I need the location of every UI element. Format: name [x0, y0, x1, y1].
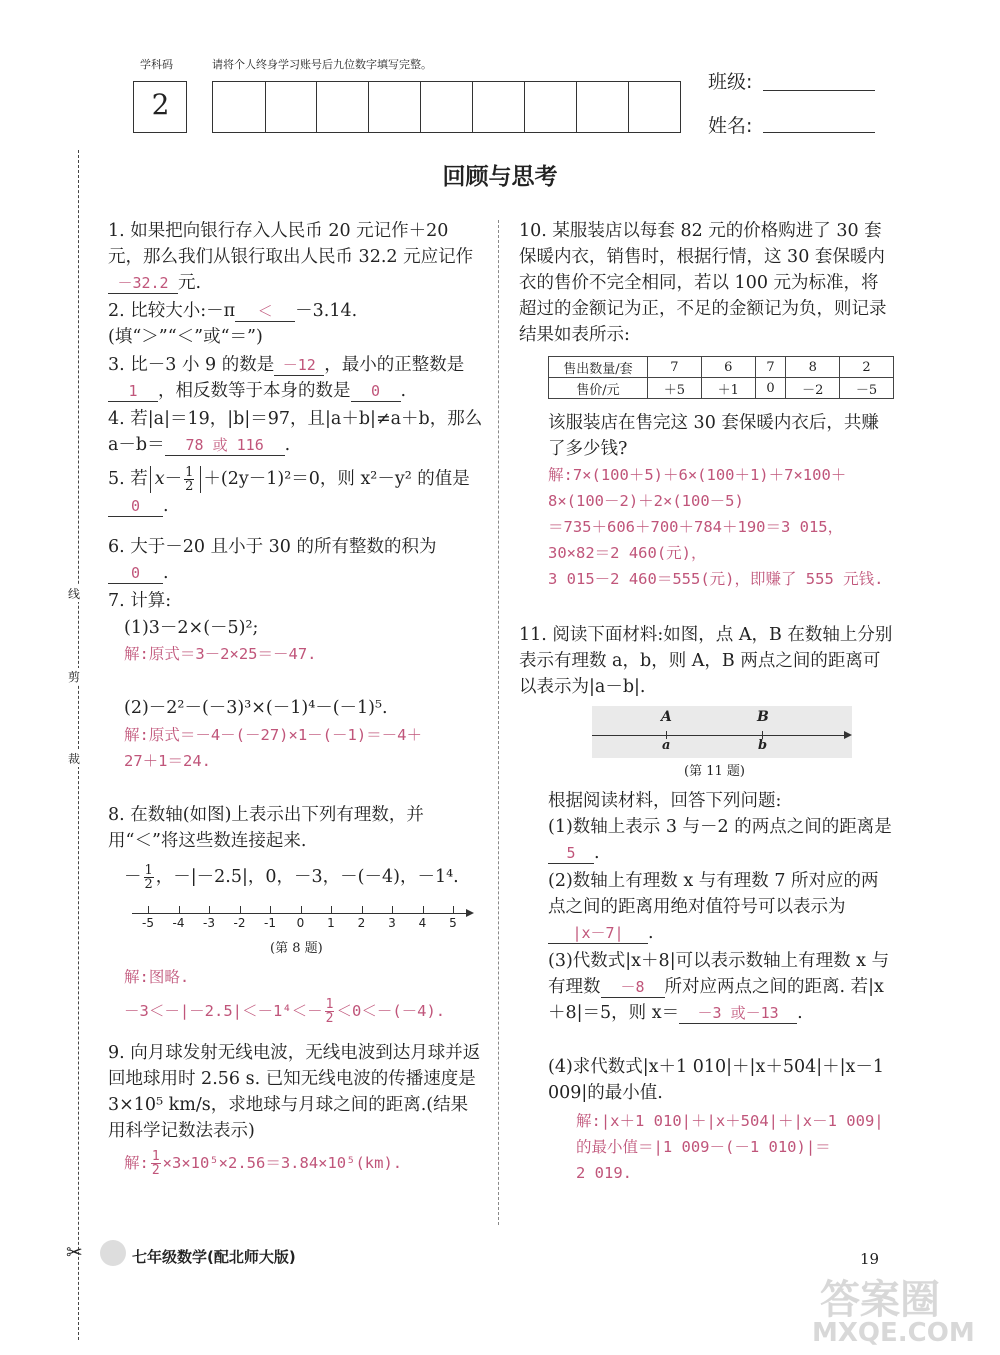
question-2: 2. 比较大小:－π ＜ －3.14.(填“＞”“＜”或“＝”)	[108, 301, 358, 347]
solution-10-line-4: 30×82＝2 460(元)，	[548, 544, 707, 562]
cut-label-trim: 裁	[68, 752, 81, 766]
axis-tick	[453, 906, 454, 914]
table-row	[549, 378, 894, 399]
solution-7-part-1: 解:原式＝3－2×25＝－47.	[124, 645, 317, 663]
class-label: 班级:	[708, 71, 753, 93]
question-11-part-1: (1)数轴上表示 3 与－2 的两点之间的距离是5 .	[548, 817, 892, 863]
axis-tick	[240, 906, 241, 914]
subject-code-value: 2	[151, 88, 170, 121]
account-digit-box[interactable]	[420, 81, 473, 133]
cut-line	[78, 150, 79, 1340]
table-cell: 7	[755, 357, 786, 378]
account-digit-box[interactable]	[524, 81, 577, 133]
question-7-part-1: (1)3－2×(－5)²;	[124, 618, 259, 638]
table-cell: ＋5	[648, 378, 702, 399]
number-line-11	[592, 706, 852, 758]
question-9: 9. 向月球发射无线电波，无线电波到达月球并返回地球用时 2.56 s. 已知无线电波的传播速度是3×10⁵ km/s，求地球与月球之间的距离.(结果用科学记数法表示)	[108, 1043, 481, 1141]
account-digit-box[interactable]	[264, 81, 317, 133]
watermark-logo: 答案圈	[820, 1277, 940, 1323]
axis-tick	[392, 906, 393, 914]
cut-label-line: 线	[68, 587, 81, 601]
point-b-label: b	[758, 738, 768, 753]
answer-11-3a: －8	[601, 977, 665, 998]
question-8: 8. 在数轴(如图)上表示出下列有理数，并用“＜”将这些数连接起来.	[108, 805, 424, 851]
question-1: 1. 如果把向银行存入人民币 20 元记作＋20 元，那么我们从银行取出人民币 32.2 元应记作－32.2 元.	[108, 221, 474, 293]
axis-tick-label: -3	[203, 916, 215, 930]
solution-7-part-2a: 解:原式＝－4－(－27)×1－(－1)＝－4＋	[124, 726, 422, 744]
table-row	[549, 357, 894, 378]
account-digit-box[interactable]	[212, 81, 266, 133]
footer-flower-icon	[100, 1240, 126, 1266]
account-digit-box[interactable]	[472, 81, 525, 133]
column-divider	[498, 220, 499, 1225]
solution-10-line-5: 3 015－2 460＝555(元)，即赚了 555 元钱.	[548, 570, 884, 588]
answer-11-2: |x－7|	[548, 923, 648, 944]
question-7-part-2: (2)－2²－(－3)³×(－1)⁴－(－1)⁵.	[124, 698, 388, 718]
question-7-title: 7. 计算:	[108, 591, 172, 611]
name-field[interactable]	[763, 132, 875, 133]
axis-tick-label: 4	[418, 916, 427, 930]
solution-11-4-line-3: 2 019.	[576, 1164, 632, 1182]
table-cell: 售出数量/套	[549, 357, 648, 378]
solution-8-note: 解:图略.	[124, 968, 190, 986]
table-cell: －2	[786, 378, 840, 399]
question-4: 4. 若|a|＝19，|b|＝97，且|a＋b|≠a＋b，那么 a－b＝ 78 或 116 .	[108, 409, 483, 455]
answer-2: ＜	[235, 301, 295, 322]
question-6: 6. 大于－20 且小于 30 的所有整数的积为0 .	[108, 537, 437, 583]
cut-label-cut: 剪	[68, 670, 81, 684]
account-digit-box[interactable]	[368, 81, 421, 133]
fraction-half: $\frac{1}{2}$	[185, 465, 194, 494]
table-cell: 7	[648, 357, 702, 378]
axis-tick	[179, 906, 180, 914]
caption-11: (第 11 题)	[684, 764, 745, 779]
point-A-label: A	[661, 709, 672, 725]
class-field[interactable]	[763, 90, 875, 91]
question-3: 3. 比－3 小 9 的数是 －12 ，最小的正整数是1 ，相反数等于本身的数是 0 .	[108, 355, 465, 401]
answer-1: －32.2	[108, 273, 178, 294]
name-label: 姓名:	[708, 115, 753, 137]
axis-tick	[331, 906, 332, 914]
answer-6: 0	[108, 563, 163, 584]
number-line-8	[132, 902, 472, 942]
solution-9: 解: $\frac{1}{2}$ ×3×10⁵×2.56＝3.84×10⁵(km).	[124, 1149, 403, 1178]
answer-5: 0	[108, 496, 163, 517]
table-cell: －5	[840, 378, 894, 399]
table-cell: 0	[755, 378, 786, 399]
point-B-label: B	[757, 709, 769, 725]
account-digit-box[interactable]	[628, 81, 681, 133]
solution-10-line-3: ＝735＋606＋700＋784＋190＝3 015，	[548, 518, 844, 536]
axis-tick-label: 0	[296, 916, 305, 930]
solution-11-4-line-1: 解:|x＋1 010|＋|x＋504|＋|x－1 009|	[576, 1112, 884, 1130]
axis-tick-label: 3	[388, 916, 396, 930]
table-cell: ＋1	[701, 378, 755, 399]
account-instruction: 请将个人终身学习账号后九位数字填写完整。	[212, 58, 432, 71]
axis-tick-label: -4	[172, 916, 185, 930]
watermark-url: MXQE.COM	[812, 1318, 975, 1348]
answer-4: 78 或 116	[165, 435, 285, 456]
page-number: 19	[860, 1250, 880, 1268]
table-cell: 6	[701, 357, 755, 378]
table-cell: 2	[840, 357, 894, 378]
axis-tick-label: 1	[327, 916, 335, 930]
axis-tick	[423, 906, 424, 914]
scissors-icon: ✂	[66, 1240, 83, 1264]
question-10-ask: 该服装店在售完这 30 套保暖内衣后，共赚了多少钱?	[548, 413, 879, 459]
axis-tick	[362, 906, 363, 914]
table-cell: 8	[786, 357, 840, 378]
solution-10-line-1: 解:7×(100＋5)＋6×(100＋1)＋7×100＋	[548, 466, 847, 484]
answer-3a: －12	[274, 355, 324, 376]
question-11: 11. 阅读下面材料:如图，点 A，B 在数轴上分别表示有理数 a，b，则 A，B 两点之间的距离可以表示为|a－b|.	[519, 625, 893, 697]
axis-tick	[209, 906, 210, 914]
arrow-icon	[466, 909, 474, 917]
answer-11-3b: －3 或－13	[679, 1003, 797, 1024]
axis-tick	[270, 906, 271, 914]
record-table	[548, 356, 894, 399]
axis-tick	[301, 906, 302, 914]
solution-10-line-2: 8×(100－2)＋2×(100－5)	[548, 492, 744, 510]
question-11-lead: 根据阅读材料，回答下列问题:	[548, 791, 782, 811]
axis-tick-label: -5	[142, 916, 154, 930]
answer-3b: 1	[108, 381, 158, 402]
question-10: 10. 某服装店以每套 82 元的价格购进了 30 套保暖内衣，销售时，根据行情，这 30 套保暖内衣的售价不完全相同，若以 100 元为标准，将超过的金额记为正，不足的金额记为负，则记录结果如表所示:	[519, 221, 887, 345]
solution-7-part-2b: 27＋1＝24.	[124, 752, 211, 770]
axis-tick-label: -1	[264, 916, 276, 930]
book-title: 七年级数学(配北师大版)	[132, 1248, 296, 1266]
table-cell: 售价/元	[549, 378, 648, 399]
question-8-numbers: － $\frac{1}{2}$ ，－|－2.5|，0，－3，－(－4)，－1⁴.	[124, 863, 459, 892]
solution-8-order: －3＜－|－2.5|＜－1⁴＜－ $\frac{1}{2}$ ＜0＜－(－4).	[124, 997, 446, 1026]
question-11-part-2: (2)数轴上有理数 x 与有理数 7 所对应的两点之间的距离用绝对值符号可以表示为|x－7| .	[548, 871, 879, 943]
axis-tick-label: 5	[449, 916, 457, 930]
caption-8: (第 8 题)	[270, 941, 323, 956]
point-a-label: a	[662, 738, 671, 753]
answer-11-1: 5	[548, 843, 594, 864]
axis-tick	[148, 906, 149, 914]
page-title: 回顾与思考	[442, 163, 558, 190]
axis-tick-label: -2	[233, 916, 246, 930]
account-digit-box[interactable]	[316, 81, 369, 133]
question-11-part-4: (4)求代数式|x＋1 010|＋|x＋504|＋|x－1 009|的最小值.	[548, 1057, 885, 1103]
subject-code-label: 学科码	[140, 58, 173, 71]
arrow-icon	[844, 731, 852, 739]
solution-11-4-line-2: 的最小值＝|1 009－(－1 010)|＝	[576, 1138, 831, 1156]
question-11-part-3: (3)代数式|x＋8|可以表示数轴上有理数 x 与有理数 －8 所对应两点之间的距离. 若|x＋8|＝5，则 x＝ －3 或－13 .	[548, 951, 890, 1023]
question-5: 5. 若 x－ $\frac{1}{2}$ ＋(2y－1)²＝0，则 x²－y² 的值是0 .	[108, 465, 470, 516]
axis-tick-label: 2	[357, 916, 366, 930]
account-digit-box[interactable]	[576, 81, 629, 133]
answer-3c: 0	[351, 381, 401, 402]
